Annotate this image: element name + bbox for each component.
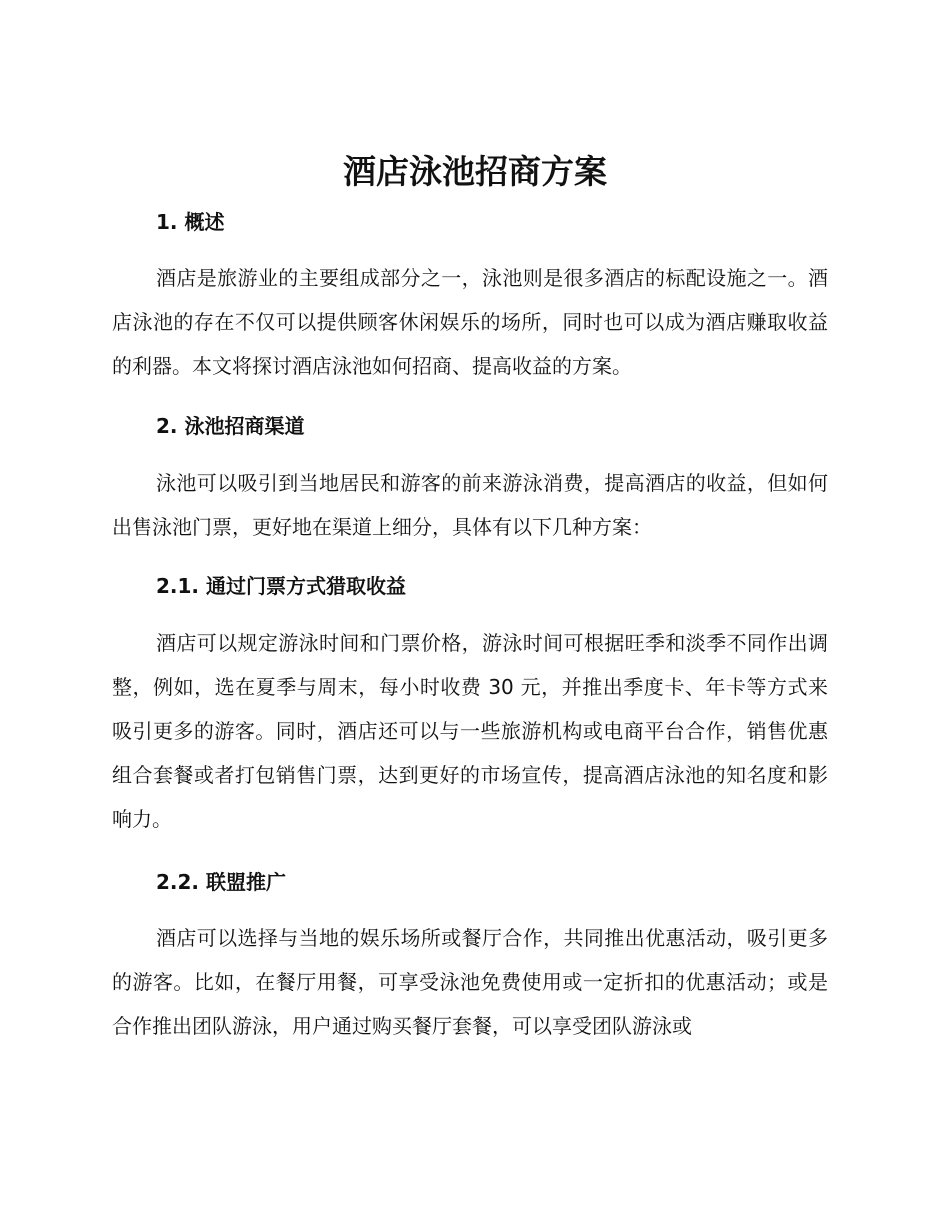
- section-paragraph-channels: 泳池可以吸引到当地居民和游客的前来游泳消费，提高酒店的收益，但如何出售泳池门票，更好地在渠道上细分，具体有以下几种方案：: [112, 471, 828, 539]
- document-title: 酒店泳池招商方案: [343, 152, 607, 191]
- section-heading-overview: 1. 概述: [156, 210, 225, 234]
- section-paragraph-overview: 酒店是旅游业的主要组成部分之一，泳池则是很多酒店的标配设施之一。酒店泳池的存在不仅可以提供顾客休闲娱乐的场所，同时也可以成为酒店赚取收益的利器。本文将探讨酒店泳池如何招商、提高收益的方案。: [112, 266, 828, 378]
- section-paragraph-alliance: 酒店可以选择与当地的娱乐场所或餐厅合作，共同推出优惠活动，吸引更多的游客。比如，在餐厅用餐，可享受泳池免费使用或一定折扣的优惠活动；或是合作推出团队游泳，用户通过购买餐厅套餐，可以享受团队游泳或: [112, 926, 828, 1038]
- section-heading-tickets: 2.1. 通过门票方式猎取收益: [156, 574, 406, 598]
- section-paragraph-tickets: 酒店可以规定游泳时间和门票价格，游泳时间可根据旺季和淡季不同作出调整，例如，选在夏季与周末，每小时收费 30 元，并推出季度卡、年卡等方式来吸引更多的游客。同时，酒店还可以与一些旅游机构或电商平台合作，销售优惠组合套餐或者打包销售门票，达到更好的市场宣传，提高酒店泳池的知名度和影响力。: [112, 631, 828, 831]
- section-heading-channels: 2. 泳池招商渠道: [156, 414, 305, 438]
- section-heading-alliance: 2.2. 联盟推广: [156, 870, 286, 894]
